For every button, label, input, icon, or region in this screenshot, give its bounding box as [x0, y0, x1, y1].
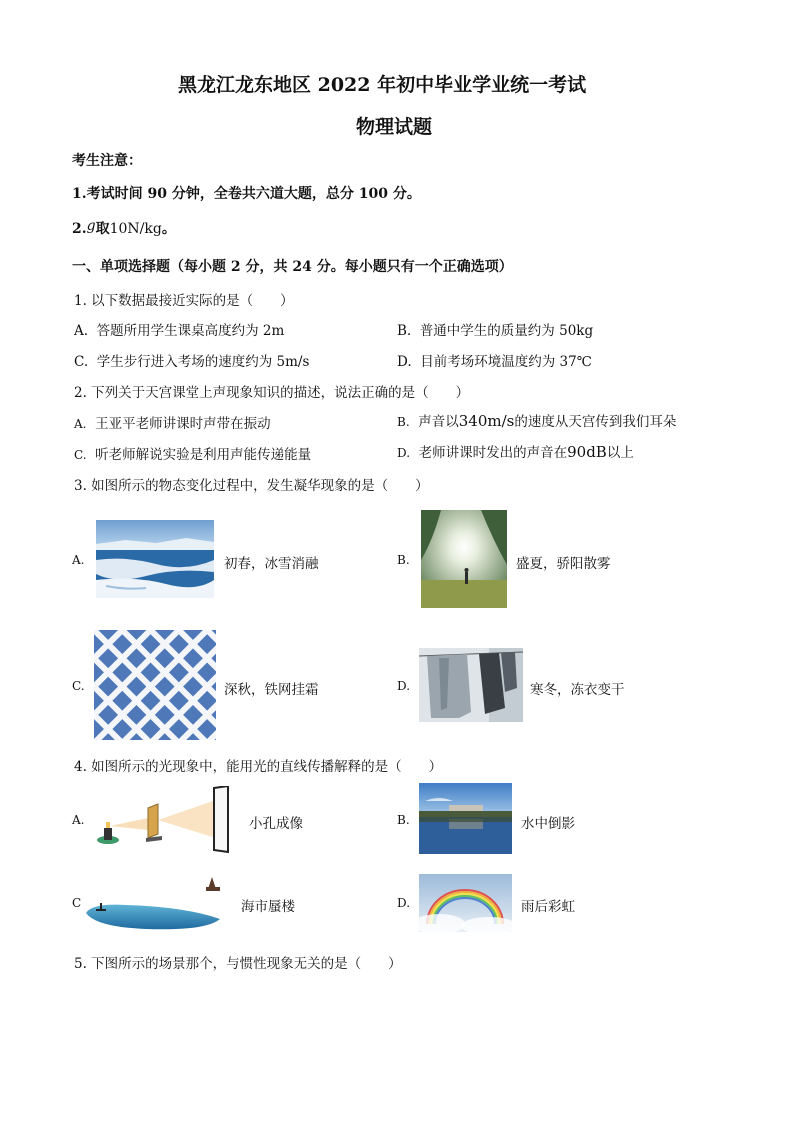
question-1-stem: 1. 以下数据最接近实际的是（ ）	[74, 293, 294, 309]
notice-item-2	[72, 218, 176, 238]
page-title: 黑龙江龙东地区 2022 年初中毕业学业统一考试	[178, 74, 587, 96]
ice-melting-image	[96, 520, 214, 598]
option-text: 普通中学生的质量约为 50kg	[419, 323, 594, 339]
sunny-fog-image	[421, 510, 507, 608]
q3-option-a-letter[interactable]: A.	[72, 553, 85, 567]
q1-option-d[interactable]	[397, 350, 592, 370]
notice-item-2-g: g	[86, 218, 96, 234]
option-letter: A.	[74, 323, 89, 339]
q4-option-a-caption: 小孔成像	[249, 816, 303, 832]
rainbow-image	[419, 874, 512, 932]
option-letter: A.	[74, 417, 87, 431]
notice-item-2-mid: 取	[95, 221, 110, 237]
q2-option-d[interactable]	[397, 441, 634, 461]
option-text: 王亚平老师讲课时声带在振动	[95, 416, 271, 432]
option-value: 90dB	[567, 443, 607, 461]
notice-item-2-prefix: 2.	[72, 221, 87, 237]
frozen-clothes-image	[419, 648, 523, 722]
q1-option-c[interactable]	[74, 350, 309, 370]
question-5-stem: 5. 下图所示的场景那个，与惯性现象无关的是（ ）	[74, 956, 402, 972]
q4-option-d-caption: 雨后彩虹	[521, 899, 575, 915]
q2-option-c[interactable]	[74, 443, 311, 463]
q2-option-b[interactable]	[397, 410, 676, 430]
notice-item-2-end: 。	[161, 221, 176, 237]
option-text: 答题所用学生课桌高度约为 2m	[96, 323, 285, 339]
option-text: 目前考场环境温度约为 37℃	[420, 354, 592, 370]
frost-mesh-image	[94, 630, 216, 740]
q4-option-c-letter[interactable]: C	[72, 896, 82, 910]
q4-option-a-letter[interactable]: A.	[72, 813, 85, 827]
q2-option-a[interactable]	[74, 412, 271, 432]
notice-heading: 考生注意：	[72, 153, 142, 169]
q3-option-c-letter[interactable]: C.	[72, 679, 85, 693]
q4-option-c-caption: 海市蜃楼	[241, 899, 295, 915]
notice-item-1: 1.考试时间 90 分钟，全卷共六道大题，总分 100 分。	[72, 186, 421, 202]
q1-option-b[interactable]	[397, 319, 593, 339]
option-letter: C.	[74, 354, 89, 370]
option-letter: D.	[397, 354, 412, 370]
water-reflection-image	[419, 783, 512, 854]
q3-option-b-caption: 盛夏，骄阳散雾	[516, 556, 611, 572]
q4-option-d-letter[interactable]: D.	[397, 896, 411, 910]
q3-option-a-caption: 初春，冰雪消融	[224, 556, 319, 572]
question-3-stem: 3. 如图所示的物态变化过程中，发生凝华现象的是（ ）	[74, 478, 429, 494]
notice-item-2-value: 10N/kg	[109, 221, 162, 237]
q3-option-c-caption: 深秋，铁网挂霜	[224, 682, 319, 698]
pinhole-diagram-image	[96, 786, 238, 856]
option-letter: D.	[397, 446, 411, 460]
option-text: 听老师解说实验是利用声能传递能量	[95, 447, 312, 463]
option-text: 的速度从天宫传到我们耳朵	[514, 414, 677, 430]
option-letter: C.	[74, 448, 87, 462]
option-text: 声音以	[418, 414, 459, 430]
mirage-image	[86, 873, 234, 931]
q3-option-d-letter[interactable]: D.	[397, 679, 411, 693]
option-text: 以上	[606, 445, 634, 461]
page-subtitle: 物理试题	[356, 116, 433, 138]
question-2-stem: 2. 下列关于天宫课堂上声现象知识的描述，说法正确的是（ ）	[74, 385, 470, 401]
option-letter: B.	[397, 415, 410, 429]
option-value: 340m/s	[458, 412, 515, 430]
option-text: 学生步行进入考场的速度约为 5m/s	[96, 354, 310, 370]
question-4-stem: 4. 如图所示的光现象中，能用光的直线传播解释的是（ ）	[74, 759, 443, 775]
option-text: 老师讲课时发出的声音在	[418, 445, 568, 461]
q3-option-d-caption: 寒冬，冻衣变干	[530, 682, 625, 698]
option-letter: B.	[397, 323, 412, 339]
q3-option-b-letter[interactable]: B.	[397, 553, 410, 567]
q1-option-a[interactable]	[74, 319, 284, 339]
q4-option-b-caption: 水中倒影	[521, 816, 575, 832]
section-heading: 一、单项选择题（每小题 2 分，共 24 分。每小题只有一个正确选项）	[72, 259, 513, 275]
q4-option-b-letter[interactable]: B.	[397, 813, 410, 827]
